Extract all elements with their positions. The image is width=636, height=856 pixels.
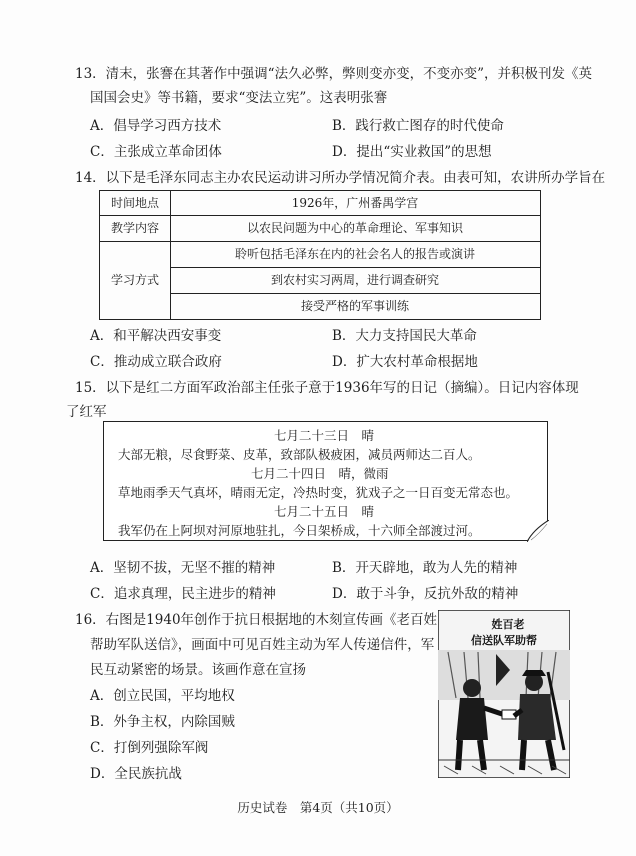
q15-option-c: C．追求真理，民主进步的精神	[90, 586, 276, 602]
q15-stem-line1: 15．以下是红二方面军政治部主任张子意于1936年写的日记（摘编）。日记内容体现	[75, 380, 579, 396]
q13-stem-line2: 国国会史》等书籍，要求“变法立宪”。这表明张謇	[90, 90, 388, 106]
table-label-method: 学习方式	[110, 272, 159, 287]
q15-option-b: B．开天辟地，敢为人先的精神	[332, 560, 518, 576]
woodcut-image	[438, 610, 570, 778]
table-value-content: 以农民问题为中心的革命理论、军事知识	[246, 220, 463, 235]
page-curl-icon	[527, 520, 549, 542]
woodcut-title-bottom: 信送队军助帮	[471, 634, 537, 647]
q15-stem-line2: 了红军	[66, 404, 107, 420]
table-value-method-2: 到农村实习两周，进行调查研究	[270, 272, 439, 287]
diary-date-1: 七月二十三日 晴	[274, 428, 375, 443]
table-label-time: 时间地点	[110, 195, 159, 210]
table-value-method-3: 接受严格的军事训练	[300, 298, 409, 313]
diary-entry-3: 我军仍在上阿坝对河原地驻扎，今日架桥成，十六师全部渡过河。	[118, 523, 481, 538]
q16-option-d: D．全民族抗战	[90, 766, 182, 782]
q14-option-b: B．大力支持国民大革命	[332, 328, 477, 344]
table-value-time: 1926年，广州番禺学宫	[291, 195, 419, 210]
diary-date-3: 七月二十五日 晴	[274, 504, 375, 519]
q14-option-d: D．扩大农村革命根据地	[332, 354, 478, 370]
q14-option-c: C．推动成立联合政府	[90, 354, 222, 370]
q13-option-c: C．主张成立革命团体	[90, 144, 222, 160]
q14-table	[99, 190, 541, 320]
q16-option-b: B．外争主权，内除国贼	[90, 714, 235, 730]
q15-option-d: D．敢于斗争，反抗外敌的精神	[332, 586, 519, 602]
table-value-method-1: 聆听包括毛泽东在内的社会名人的报告或演讲	[234, 246, 475, 261]
q13-option-a: A．倡导学习西方技术	[90, 118, 222, 134]
page-footer: 历史试卷 第4页（共10页）	[237, 800, 399, 815]
q13-stem-line1: 13．清末，张謇在其著作中强调“法久必弊，弊则变亦变，不变亦变”，并积极刊发《英	[75, 66, 592, 82]
q16-option-c: C．打倒列强除军阀	[90, 740, 209, 756]
q14-stem: 14．以下是毛泽东同志主办农民运动讲习所办学情况简介表。由表可知，农讲所办学旨在	[75, 170, 606, 186]
q13-option-b: B．践行救亡图存的时代使命	[332, 118, 504, 134]
q15-diary-box	[103, 421, 548, 541]
q16-stem-line2: 帮助军队送信》，画面中可见百姓主动为军人传递信件，军	[90, 637, 435, 653]
q16-option-a: A．创立民国，平均地权	[90, 688, 235, 704]
woodcut-title-top: 姓百老	[491, 618, 525, 631]
diary-entry-2: 草地雨季天气真坏，晴雨无定，冷热时变，犹戏子之一日百变无常态也。	[118, 485, 519, 500]
diary-entry-1: 大部无粮，尽食野菜、皮革，致部队极疲困，减员两师达二百人。	[118, 447, 481, 462]
q15-option-a: A．坚韧不拔，无坚不摧的精神	[90, 560, 276, 576]
q16-stem-line1: 16．右图是1940年创作于抗日根据地的木刻宣传画《老百姓	[75, 612, 438, 628]
diary-date-2: 七月二十四日 晴，微雨	[251, 466, 389, 481]
table-label-content: 教学内容	[110, 220, 159, 235]
q16-stem-line3: 民互动紧密的场景。该画作意在宣扬	[90, 662, 306, 678]
q14-option-a: A．和平解决西安事变	[90, 328, 222, 344]
q13-option-d: D．提出“实业救国”的思想	[332, 144, 492, 160]
